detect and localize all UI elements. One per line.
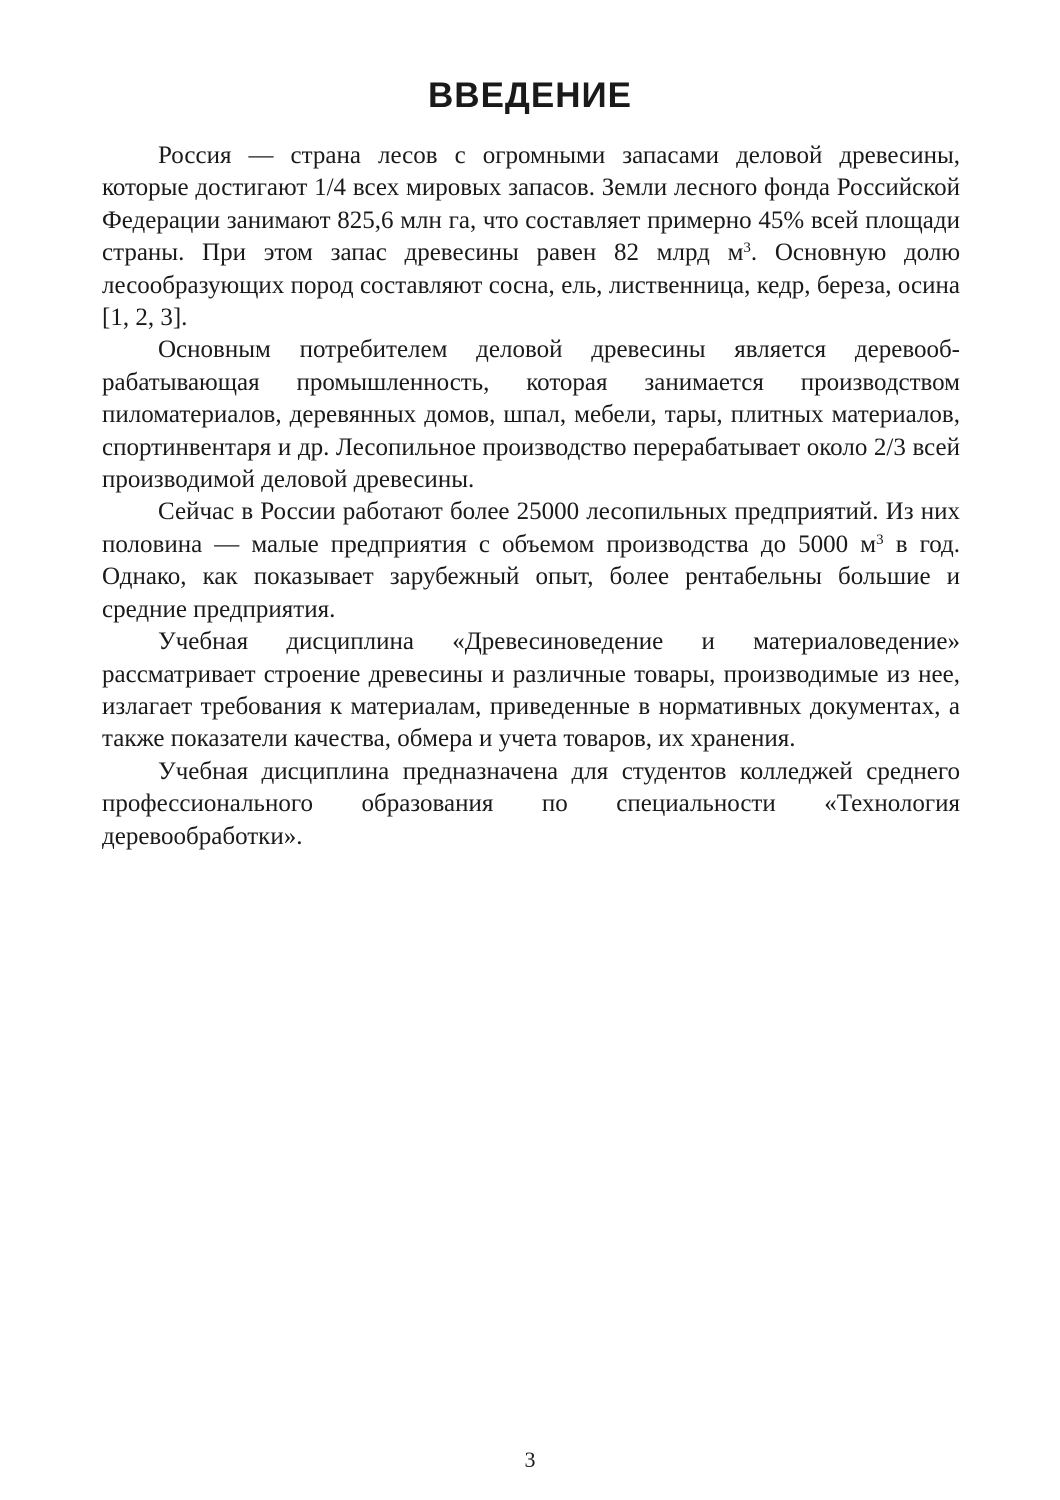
page-title: ВВЕДЕНИЕ — [428, 76, 632, 115]
paragraph-3-text-cont: в год. Однако, как показывает зарубежный опыт, более рентабельны большие и средние предприятия. — [102, 530, 960, 623]
paragraph-3-text: Сейчас в России работают более 25000 лесопильных предприятий. Из них половина — малые предприятия с объемом производства до 5000 м — [102, 498, 960, 558]
superscript-cubic: 3 — [743, 239, 751, 256]
body-text — [102, 140, 960, 853]
paragraph-1 — [102, 140, 960, 334]
paragraph-1-text: Россия — страна лесов с огромными запасами деловой древесины, которые достигают 1/4 всех мировых запасов. Земли лесного фонда Российской Федерации занимают 825,6 млн га, что составляет примерно 45% всей площади страны. При этом запас древесины равен 82 млрд м — [102, 142, 960, 267]
paragraph-2: Основным потребителем деловой древесины является деревообрабатывающая промышленность, которая занимается производством пиломатериалов, деревянных домов, шпал, мебели, тары, плитных материалов, спортинвентаря и др. Лесопильное производство перерабатывает около 2/3 всей производимой деловой древесины. — [102, 336, 960, 494]
page-number: 3 — [524, 1447, 536, 1472]
superscript-cubic: 3 — [876, 531, 884, 548]
paragraph-3 — [102, 496, 960, 626]
paragraph-5: Учебная дисциплина предназначена для студентов колледжей среднего профессионального образования по специальности «Технология деревообработки». — [102, 757, 960, 850]
paragraph-4: Учебная дисциплина «Древесиноведение и материаловедение» рассматривает строение древесины и различные товары, производимые из нее, излагает требования к материалам, приведенные в нормативных документах, а также показатели качества, обмера и учета товаров, их хранения. — [102, 628, 960, 753]
paragraph-1-text-cont: . Основную долю лесообразующих пород составляют сосна, ель, лиственница, кедр, береза, осина [1, 2, 3]. — [102, 239, 961, 332]
